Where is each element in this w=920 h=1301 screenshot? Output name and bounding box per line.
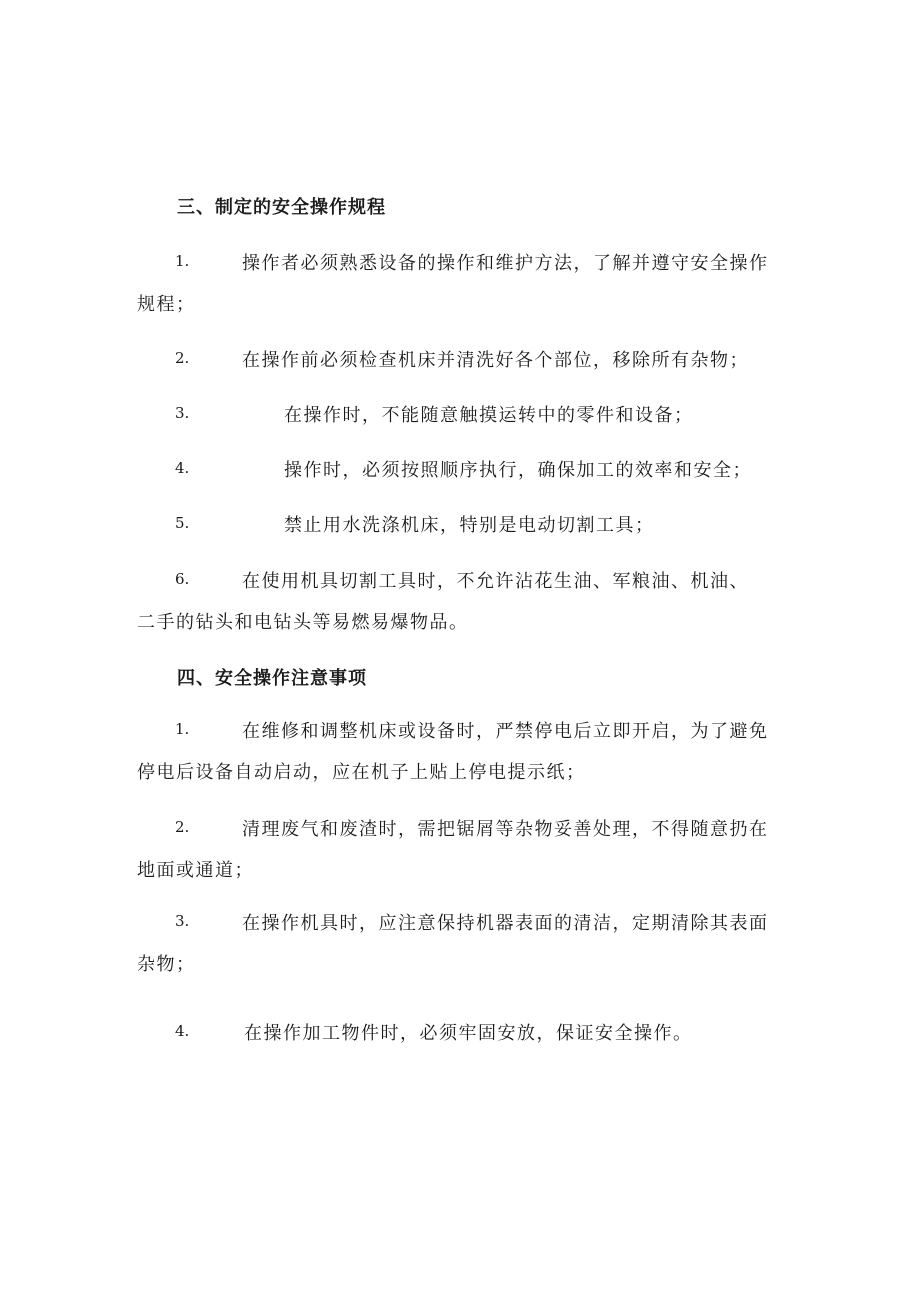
item-text-line-1: 操作时，必须按照顺序执行，确保加工的效率和安全； (284, 460, 752, 481)
item-text-line-2: 地面或通道； (137, 860, 254, 881)
section-3-heading: 三、制定的安全操作规程 (177, 197, 386, 218)
item-text-line-1: 操作者必须熟悉设备的操作和维护方法，了解并遵守安全操作 (242, 253, 769, 274)
item-text-line-1: 在维修和调整机床或设备时，严禁停电后立即开启，为了避免 (242, 721, 769, 742)
item-number: 1. (175, 252, 190, 270)
item-text-line-2: 二手的钻头和电钻头等易燃易爆物品。 (137, 612, 469, 633)
item-number: 5. (175, 514, 190, 532)
item-text-line-1: 在操作机具时，应注意保持机器表面的清洁，定期清除其表面 (242, 913, 769, 934)
item-text-line-1: 清理废气和废渣时，需把锯屑等杂物妥善处理，不得随意扔在 (242, 819, 769, 840)
item-number: 4. (175, 1022, 190, 1040)
item-text-line-1: 在使用机具切割工具时，不允许沾花生油、军粮油、机油、 (242, 571, 749, 592)
section-4-heading: 四、安全操作注意事项 (177, 668, 367, 689)
item-text-line-1: 在操作加工物件时，必须牢固安放，保证安全操作。 (244, 1023, 693, 1044)
item-text-line-1: 禁止用水洗涤机床，特别是电动切割工具； (284, 515, 655, 536)
item-text-line-2: 停电后设备自动启动，应在机子上贴上停电提示纸； (137, 762, 586, 783)
item-number: 2. (175, 349, 190, 367)
item-text-line-1: 在操作前必须检查机床并清洗好各个部位，移除所有杂物； (242, 350, 749, 371)
item-text-line-1: 在操作时，不能随意触摸运转中的零件和设备； (284, 405, 694, 426)
item-number: 4. (175, 459, 190, 477)
item-number: 3. (175, 404, 190, 422)
item-number: 3. (175, 912, 190, 930)
item-text-line-2: 规程； (137, 294, 196, 315)
item-text-line-2: 杂物； (137, 954, 196, 975)
item-number: 6. (175, 570, 190, 588)
item-number: 2. (175, 818, 190, 836)
item-number: 1. (175, 720, 190, 738)
